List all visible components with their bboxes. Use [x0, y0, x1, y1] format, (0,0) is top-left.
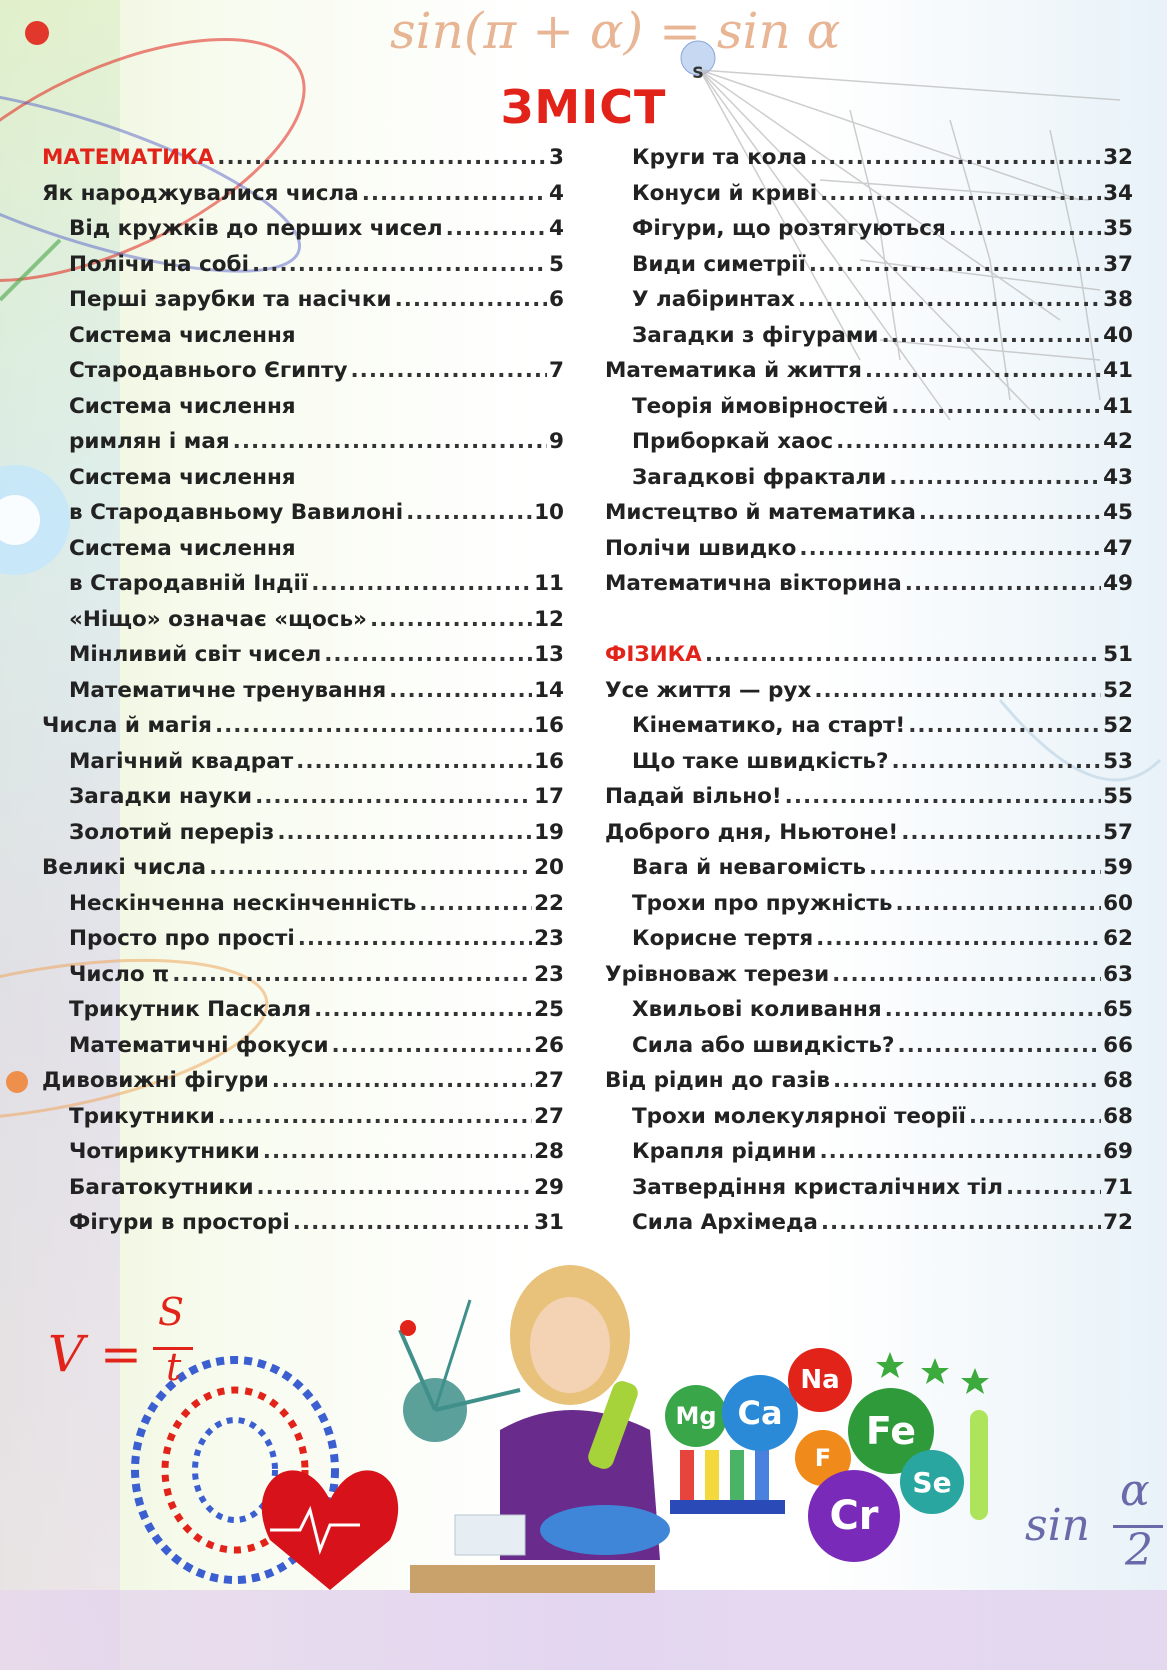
toc-entry[interactable] — [42, 855, 564, 891]
toc-entry[interactable] — [605, 1104, 1133, 1140]
toc-right-column — [605, 145, 1133, 1246]
toc-page-number: 28 — [534, 1139, 564, 1164]
toc-leader-dots — [820, 181, 1101, 206]
toc-entry[interactable] — [42, 926, 564, 962]
toc-entry[interactable] — [42, 891, 564, 927]
toc-leader-dots — [810, 145, 1101, 170]
header-formula: sin(π + α) = sin α — [390, 2, 841, 60]
toc-leader-dots — [908, 713, 1101, 738]
page-title: ЗМІСТ — [500, 80, 667, 134]
toc-page-number: 13 — [534, 642, 564, 667]
toc-entry-title: Чотирикутники — [69, 1139, 260, 1164]
toc-entry-title: Полічи на собі — [69, 251, 249, 277]
element-fe: Fe — [848, 1388, 934, 1474]
toc-page-number: 42 — [1103, 429, 1133, 454]
toc-page-number: 68 — [1103, 1068, 1133, 1093]
toc-spacer — [605, 607, 1133, 643]
toc-entry-title: ФІЗИКА — [605, 642, 702, 667]
toc-entry[interactable] — [42, 678, 564, 714]
toc-entry[interactable] — [42, 429, 564, 465]
toc-leader-dots — [218, 1104, 532, 1129]
toc-entry-title: в Стародавній Індії — [69, 571, 309, 596]
toc-page-number: 16 — [534, 748, 564, 774]
toc-leader-dots — [865, 358, 1101, 383]
toc-leader-dots — [172, 962, 532, 987]
toc-entry-title: Хвильові коливання — [632, 997, 882, 1022]
toc-page-number: 71 — [1103, 1174, 1133, 1200]
element-se: Se — [900, 1450, 964, 1514]
toc-entry[interactable] — [605, 358, 1133, 394]
toc-page-number: 51 — [1103, 642, 1133, 667]
toc-leader-dots — [362, 181, 547, 206]
toc-leader-dots — [919, 500, 1101, 525]
toc-page-number: 37 — [1103, 251, 1133, 277]
toc-entry-title: Система числення — [69, 322, 296, 348]
toc-entry[interactable] — [605, 216, 1133, 252]
toc-entry[interactable] — [42, 1139, 564, 1175]
toc-entry[interactable] — [605, 855, 1133, 891]
toc-leader-dots — [293, 1210, 532, 1235]
toc-leader-dots — [798, 287, 1101, 312]
toc-leader-dots — [897, 1033, 1101, 1058]
toc-entry-title: Крапля рідини — [632, 1139, 817, 1164]
toc-entry[interactable] — [42, 749, 564, 785]
toc-entry[interactable] — [42, 252, 564, 288]
toc-leader-dots — [446, 216, 547, 241]
toc-entry-title: Види симетрії — [632, 251, 806, 277]
toc-leader-dots — [370, 607, 532, 632]
toc-entry[interactable] — [605, 181, 1133, 217]
toc-entry-title: Математичні фокуси — [69, 1032, 329, 1058]
toc-page-number: 20 — [534, 855, 564, 880]
toc-leader-dots — [809, 252, 1101, 277]
toc-leader-dots — [819, 1139, 1101, 1164]
toc-leader-dots — [252, 252, 547, 277]
toc-leader-dots — [324, 642, 532, 667]
toc-section-heading[interactable] — [605, 642, 1133, 678]
toc-entry-title: Загадкові фрактали — [632, 464, 887, 490]
toc-page-number: 32 — [1103, 145, 1133, 170]
toc-page-number: 3 — [549, 145, 564, 170]
toc-entry-title: Фігури, що розтягуються — [632, 216, 946, 241]
toc-leader-dots — [882, 323, 1102, 348]
toc-entry-title: Падай вільно! — [605, 784, 782, 809]
toc-entry[interactable] — [605, 713, 1133, 749]
toc-entry-title: Сила Архімеда — [632, 1210, 818, 1235]
toc-entry[interactable] — [605, 962, 1133, 998]
toc-entry-title: Фігури в просторі — [69, 1210, 290, 1235]
toc-entry-title: Багатокутники — [69, 1174, 254, 1200]
toc-page-number: 4 — [549, 180, 564, 206]
toc-page-number: 26 — [534, 1032, 564, 1058]
toc-entry[interactable] — [42, 394, 564, 430]
toc-entry-title: Від кружків до перших чисел — [69, 216, 443, 241]
toc-page-number: 59 — [1103, 855, 1133, 880]
toc-leader-dots — [885, 997, 1101, 1022]
toc-leader-dots — [257, 1175, 533, 1200]
toc-page-number: 14 — [534, 677, 564, 703]
toc-entry[interactable] — [42, 1033, 564, 1069]
toc-leader-dots — [233, 429, 547, 454]
toc-page-number: 16 — [534, 713, 564, 738]
toc-leader-dots — [389, 678, 532, 703]
toc-leader-dots — [836, 429, 1101, 454]
toc-page-number: 11 — [534, 571, 564, 596]
toc-page-number: 40 — [1103, 322, 1133, 348]
toc-page-number: 72 — [1103, 1210, 1133, 1235]
toc-leader-dots — [949, 216, 1101, 241]
toc-entry[interactable] — [605, 678, 1133, 714]
toc-page-number: 31 — [534, 1210, 564, 1235]
toc-leader-dots — [277, 820, 532, 845]
toc-entry[interactable] — [605, 536, 1133, 572]
toc-entry[interactable] — [605, 500, 1133, 536]
toc-leader-dots — [419, 891, 532, 916]
toc-page-number: 43 — [1103, 464, 1133, 490]
toc-page-number: 53 — [1103, 748, 1133, 774]
toc-page-number: 63 — [1103, 961, 1133, 987]
toc-entry[interactable] — [42, 1175, 564, 1211]
toc-entry-title: Трохи про пружність — [632, 890, 893, 916]
toc-entry-title: Перші зарубки та насічки — [69, 287, 392, 312]
toc-entry[interactable] — [42, 820, 564, 856]
toc-entry[interactable] — [42, 607, 564, 643]
formula-velocity-denominator: t — [166, 1345, 182, 1389]
toc-entry-title: Золотий переріз — [69, 819, 275, 845]
toc-page-number: 4 — [549, 216, 564, 241]
toc-entry-title: Магічний квадрат — [69, 748, 294, 774]
toc-page-number: 60 — [1103, 890, 1133, 916]
toc-leader-dots — [895, 891, 1101, 916]
toc-page-number: 23 — [534, 961, 564, 987]
toc-entry[interactable] — [42, 323, 564, 359]
toc-entry-title: Великі числа — [42, 855, 207, 880]
toc-leader-dots — [314, 997, 532, 1022]
toc-entry-title: Дивовижні фігури — [42, 1068, 269, 1093]
toc-entry-title: Теорія ймовірностей — [632, 393, 889, 419]
toc-entry-title: Просто про прості — [69, 926, 295, 951]
toc-entry-title: Числа й магія — [42, 713, 212, 738]
toc-page-number: 27 — [534, 1068, 564, 1093]
toc-entry[interactable] — [605, 1068, 1133, 1104]
toc-entry-title: Як народжувалися числа — [42, 180, 359, 206]
toc-page-number: 68 — [1103, 1103, 1133, 1129]
toc-leader-dots — [215, 713, 532, 738]
toc-entry[interactable] — [42, 358, 564, 394]
toc-page-number: 17 — [534, 784, 564, 809]
toc-entry[interactable] — [42, 642, 564, 678]
toc-entry[interactable] — [605, 1175, 1133, 1211]
toc-leader-dots — [255, 784, 532, 809]
toc-entry-title: Трохи молекулярної теорії — [632, 1103, 966, 1129]
toc-entry[interactable] — [605, 394, 1133, 430]
toc-page-number: 23 — [534, 926, 564, 951]
toc-entry-title: Кінематико, на старт! — [632, 713, 906, 738]
toc-entry[interactable] — [605, 323, 1133, 359]
element-cr: Cr — [808, 1470, 900, 1562]
toc-page-number: 29 — [534, 1174, 564, 1200]
toc-leader-dots — [889, 465, 1101, 490]
toc-leader-dots — [905, 571, 1101, 596]
toc-entry-title: Система числення — [69, 464, 296, 490]
toc-leader-dots — [1006, 1175, 1101, 1200]
toc-leader-dots — [263, 1139, 532, 1164]
toc-page-number: 65 — [1103, 997, 1133, 1022]
toc-page-number: 69 — [1103, 1139, 1133, 1164]
toc-page-number: 66 — [1103, 1032, 1133, 1058]
sphere-label: S — [692, 62, 704, 82]
formula-sin-denominator: 2 — [1125, 1525, 1153, 1576]
toc-entry-title: Загадки науки — [69, 784, 253, 809]
formula-sin-numerator: α — [1120, 1465, 1150, 1516]
toc-page-number: 52 — [1103, 677, 1133, 703]
toc-entry-title: Затвердіння кристалічних тіл — [632, 1174, 1004, 1200]
toc-entry[interactable] — [42, 216, 564, 252]
toc-entry-title: Математична вікторина — [605, 571, 902, 596]
toc-entry[interactable] — [42, 571, 564, 607]
toc-page-number: 10 — [534, 500, 564, 525]
toc-page-number: 34 — [1103, 180, 1133, 206]
toc-entry[interactable] — [605, 891, 1133, 927]
element-f: F — [795, 1430, 851, 1486]
toc-entry-title: Мінливий світ чисел — [69, 642, 322, 667]
toc-entry[interactable] — [605, 926, 1133, 962]
toc-entry[interactable] — [605, 749, 1133, 785]
toc-entry-title: У лабіринтах — [632, 287, 795, 312]
toc-page-number: 22 — [534, 890, 564, 916]
toc-entry-title: МАТЕМАТИКА — [42, 145, 215, 170]
toc-leader-dots — [395, 287, 547, 312]
formula-velocity-numerator: S — [158, 1290, 185, 1334]
toc-leader-dots — [901, 820, 1101, 845]
toc-entry[interactable] — [42, 536, 564, 572]
toc-leader-dots — [296, 749, 532, 774]
toc-leader-dots — [869, 855, 1101, 880]
toc-entry-title: Мистецтво й математика — [605, 500, 916, 525]
toc-entry-title: Вага й невагомість — [632, 855, 866, 880]
toc-entry[interactable] — [42, 500, 564, 536]
toc-page-number: 41 — [1103, 358, 1133, 383]
toc-entry[interactable] — [42, 713, 564, 749]
toc-leader-dots — [311, 571, 532, 596]
toc-entry-title: Корисне тертя — [632, 926, 814, 951]
toc-page-number: 45 — [1103, 500, 1133, 525]
element-mg: Mg — [665, 1385, 727, 1447]
toc-page-number: 5 — [549, 251, 564, 277]
toc-entry-title: «Ніщо» означає «щось» — [69, 606, 367, 632]
toc-leader-dots — [891, 394, 1101, 419]
toc-entry[interactable] — [42, 181, 564, 217]
toc-leader-dots — [833, 1068, 1101, 1093]
toc-entry[interactable] — [42, 784, 564, 820]
toc-entry[interactable] — [42, 997, 564, 1033]
toc-entry-title: Усе життя — рух — [605, 677, 812, 703]
toc-entry[interactable] — [605, 1210, 1133, 1246]
toc-entry-title: Що таке швидкість? — [632, 748, 889, 774]
toc-page-number: 55 — [1103, 784, 1133, 809]
toc-page-number: 27 — [534, 1103, 564, 1129]
toc-entry-title: Урівноваж терези — [605, 961, 830, 987]
toc-entry-title: Доброго дня, Ньютоне! — [605, 819, 899, 845]
toc-page-number: 52 — [1103, 713, 1133, 738]
toc-entry[interactable] — [605, 571, 1133, 607]
toc-page-number: 41 — [1103, 393, 1133, 419]
toc-page-number: 35 — [1103, 216, 1133, 241]
toc-leader-dots — [816, 926, 1101, 951]
toc-entry[interactable] — [42, 465, 564, 501]
toc-section-heading[interactable] — [42, 145, 564, 181]
toc-leader-dots — [892, 749, 1102, 774]
toc-entry-title: Полічи швидко — [605, 535, 797, 561]
toc-entry[interactable] — [42, 1104, 564, 1140]
toc-entry[interactable] — [605, 784, 1133, 820]
toc-entry-title: Від рідин до газів — [605, 1068, 830, 1093]
toc-entry-title: римлян і мая — [69, 429, 230, 454]
toc-leader-dots — [351, 358, 548, 383]
toc-entry-title: Приборкай хаос — [632, 429, 834, 454]
toc-entry[interactable] — [605, 429, 1133, 465]
toc-entry-title: Нескінченна нескінченність — [69, 890, 417, 916]
toc-entry-title: Трикутники — [69, 1103, 215, 1129]
element-ca: Ca — [722, 1375, 798, 1451]
toc-entry[interactable] — [605, 465, 1133, 501]
toc-entry-title: Математичне тренування — [69, 677, 387, 703]
toc-entry-title: Круги та кола — [632, 145, 807, 170]
toc-entry[interactable] — [42, 1068, 564, 1104]
toc-page-number: 47 — [1103, 535, 1133, 561]
toc-page-number: 7 — [549, 358, 564, 383]
toc-entry-title: в Стародавньому Вавилоні — [69, 500, 404, 525]
element-na: Na — [788, 1348, 852, 1412]
toc-page-number: 38 — [1103, 287, 1133, 312]
toc-entry[interactable] — [605, 1033, 1133, 1069]
toc-leader-dots — [272, 1068, 532, 1093]
toc-leader-dots — [814, 678, 1101, 703]
toc-leader-dots — [799, 536, 1101, 561]
toc-entry-title: Загадки з фігурами — [632, 322, 879, 348]
toc-entry-title: Число π — [69, 961, 170, 987]
toc-leader-dots — [217, 145, 547, 170]
toc-leader-dots — [969, 1104, 1101, 1129]
toc-page-number: 12 — [534, 606, 564, 632]
toc-entry-title: Конуси й криві — [632, 180, 818, 206]
toc-leader-dots — [785, 784, 1101, 809]
toc-page-number: 49 — [1103, 571, 1133, 596]
toc-entry[interactable] — [605, 252, 1133, 288]
toc-leader-dots — [832, 962, 1101, 987]
toc-entry[interactable] — [42, 962, 564, 998]
toc-leader-dots — [332, 1033, 533, 1058]
toc-page-number: 6 — [549, 287, 564, 312]
formula-sin-left: sin — [1025, 1500, 1090, 1551]
toc-leader-dots — [705, 642, 1101, 667]
toc-leader-dots — [209, 855, 532, 880]
toc-page-number: 57 — [1103, 819, 1133, 845]
toc-entry[interactable] — [42, 287, 564, 323]
toc-leader-dots — [298, 926, 532, 951]
toc-page-number: 9 — [549, 429, 564, 454]
toc-entry[interactable] — [605, 1139, 1133, 1175]
toc-entry-title: Математика й життя — [605, 358, 862, 383]
toc-entry[interactable] — [605, 820, 1133, 856]
toc-entry-title: Сила або швидкість? — [632, 1032, 895, 1058]
toc-entry[interactable] — [605, 287, 1133, 323]
toc-leader-dots — [406, 500, 532, 525]
formula-velocity-left: V = — [48, 1325, 142, 1383]
toc-entry-title: Стародавнього Єгипту — [69, 358, 348, 383]
toc-entry[interactable] — [605, 145, 1133, 181]
toc-entry[interactable] — [42, 1210, 564, 1246]
toc-page-number: 19 — [534, 819, 564, 845]
toc-leader-dots — [821, 1210, 1101, 1235]
toc-page-number: 25 — [534, 997, 564, 1022]
toc-entry-title: Система числення — [69, 535, 296, 561]
toc-left-column — [42, 145, 564, 1246]
toc-entry-title: Система числення — [69, 393, 296, 419]
toc-page-number: 62 — [1103, 926, 1133, 951]
toc-entry[interactable] — [605, 997, 1133, 1033]
toc-entry-title: Трикутник Паскаля — [69, 997, 312, 1022]
